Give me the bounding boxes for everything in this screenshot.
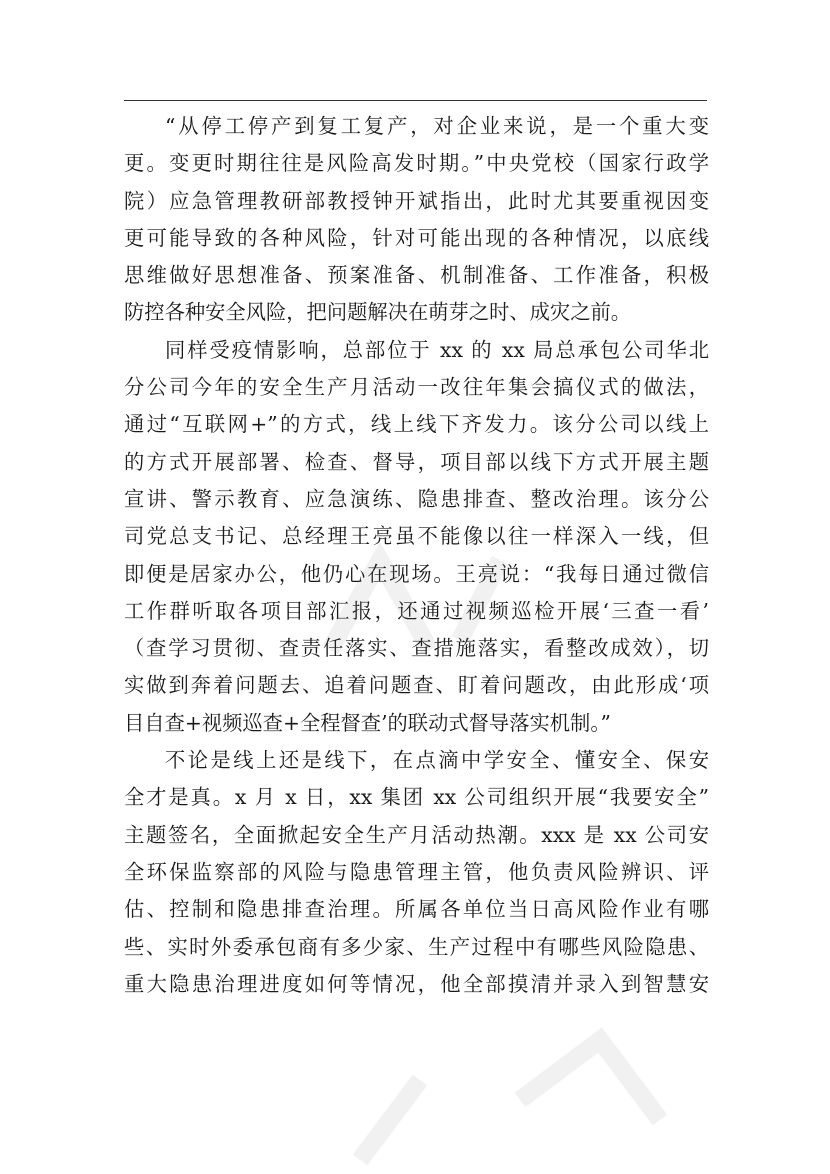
text-line: 分公司今年的安全生产月活动一改往年集会搞仪式的做法， <box>124 375 709 400</box>
text-line: 些、实时外委承包商有多少家、生产过程中有哪些风险隐患、 <box>124 934 709 959</box>
text-line: 通过“互联网+”的方式，线上线下齐发力。该分公司以线上 <box>124 412 709 437</box>
text-line: 更。变更时期往往是风险高发时期。”中央党校（国家行政学 <box>124 151 709 176</box>
text-line: 司党总支书记、总经理王亮虽不能像以往一样深入一线，但 <box>124 524 709 549</box>
watermark-stroke <box>520 1040 660 1120</box>
text-line: 同样受疫情影响，总部位于 xx 的 xx 局总承包公司华北 <box>165 337 709 362</box>
text-line: 主题签名，全面掀起安全生产月活动热潮。xxx 是 xx 公司安 <box>124 822 709 847</box>
text-line: 宣讲、警示教育、应急演练、隐患排查、整改治理。该分公 <box>124 486 709 511</box>
text-line: 即便是居家办公，他仍心在现场。王亮说：“我每日通过微信 <box>124 561 709 586</box>
text-line: 更可能导致的各种风险，针对可能出现的各种情况，以底线 <box>124 225 709 250</box>
text-line: 估、控制和隐患排查治理。所属各单位当日高风险作业有哪 <box>124 897 709 922</box>
text-line: 的方式开展部署、检查、督导，项目部以线下方式开展主题 <box>124 449 709 474</box>
document-body <box>124 108 709 1003</box>
text-line: “从停工停产到复工复产，对企业来说，是一个重大变 <box>165 114 709 138</box>
text-line: 实做到奔着问题去、追着问题查、盯着问题改，由此形成‘项 <box>124 673 709 698</box>
text-line: 全才是真。x 月 x 日，xx 集团 xx 公司组织开展“我要安全” <box>124 785 709 810</box>
text-line: 防控各种安全风险，把问题解决在萌芽之时、成灾之前。 <box>124 300 632 325</box>
text-line: 不论是线上还是线下，在点滴中学安全、懂安全、保安 <box>165 748 709 773</box>
paragraph-2 <box>124 332 709 742</box>
text-line: 工作群听取各项目部汇报，还通过视频巡检开展‘三查一看’ <box>124 598 709 623</box>
text-line: 目自查+视频巡查+全程督查’的联动式督导落实机制。” <box>124 710 611 735</box>
paragraph-1 <box>124 108 709 332</box>
text-line: 全环保监察部的风险与隐患管理主管，他负责风险辨识、评 <box>124 859 709 884</box>
text-line: （查学习贯彻、查责任落实、查措施落实，看整改成效），切 <box>124 636 709 661</box>
paragraph-3 <box>124 742 709 1003</box>
text-line: 思维做好思想准备、预案准备、机制准备、工作准备，积极 <box>124 263 709 288</box>
watermark-stroke <box>360 1080 420 1160</box>
text-line: 重大隐患治理进度如何等情况，他全部摸清并录入到智慧安 <box>124 971 709 996</box>
text-line: 院）应急管理教研部教授钟开斌指出，此时尤其要重视因变 <box>124 188 709 213</box>
header-rule <box>124 100 707 101</box>
